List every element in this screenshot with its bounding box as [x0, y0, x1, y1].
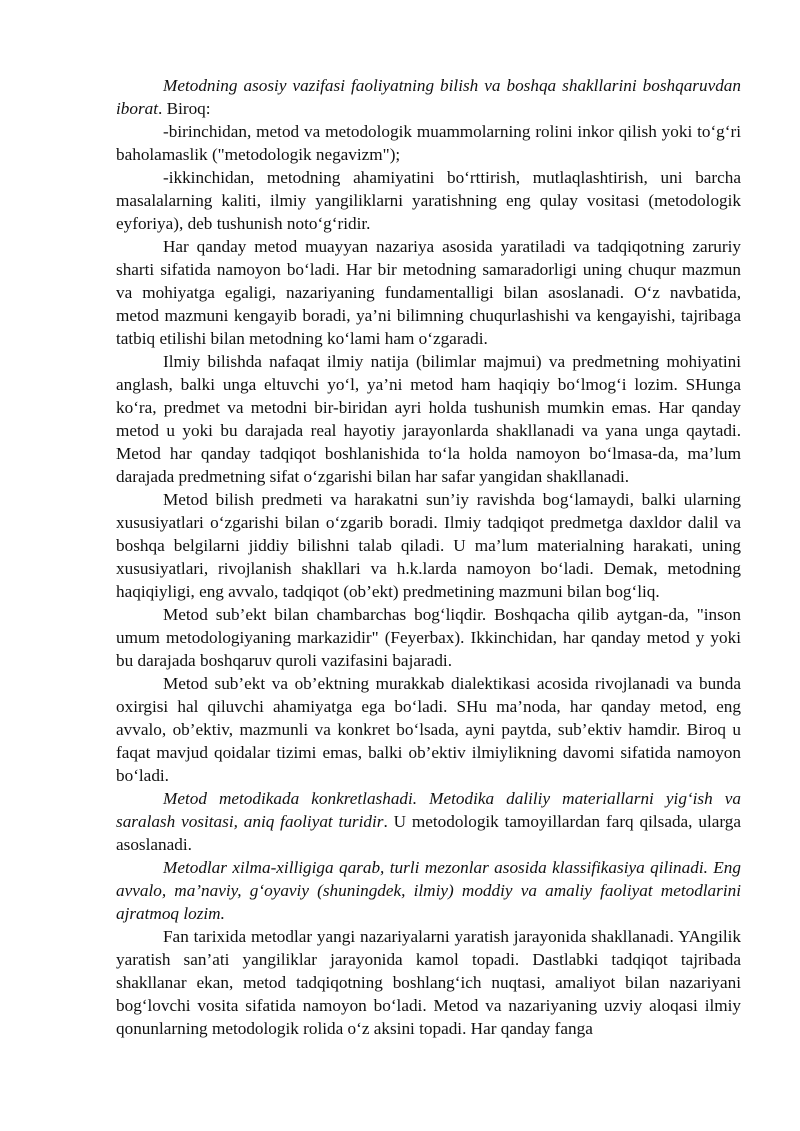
italic-lead: Metodning asosiy vazifasi faoliyatning bilish va boshqa shakllarini boshqaruvdan iborat: [116, 76, 741, 118]
paragraph-7: [116, 603, 741, 672]
paragraph-3: [116, 166, 741, 235]
paragraph-text: Har qanday metod muayyan nazariya asosida yaratiladi va tadqiqotning zaruriy sharti sifatida namoyon bo‘ladi. Har bir metodning samaradorligi uning chuqur mazmun va mohiyatga egaligi, nazariyaning fundamentalligi bilan asoslanadi. O‘z navbatida, metod mazmuni kengayib boradi, ya’ni bilimning chuqurlashishi va kengayishi, tajribaga tatbiq etilishi bilan metodning ko‘lami ham o‘zgaradi.: [116, 237, 741, 348]
italic-lead: Metodlar xilma-xilligiga qarab, turli mezonlar asosida klassifikasiya qilinadi. Eng avvalo, ma’naviy, g‘oyaviy (shuningdek, ilmiy) moddiy va amaliy faoliyat metodlarini ajratmoq lozim.: [116, 858, 741, 923]
paragraph-11: [116, 925, 741, 1040]
paragraph-6: [116, 488, 741, 603]
paragraph-text: Metod bilish predmeti va harakatni sun’iy ravishda bog‘lamaydi, balki ularning xususiyatlari o‘zgarishi bilan o‘zgarib boradi. Ilmiy tadqiqot predmetga daxldor dalil va boshqa belgilarni jiddiy bilishni talab qiladi. U ma’lum materialning harakati, uning xususiyatlari, rivojlanish shakllari va h.k.larda namoyon bo‘ladi. Demak, metodning haqiqiyligi, eng avvalo, tadqiqot (ob’ekt) predmetining mazmuni bilan bog‘liq.: [116, 490, 741, 601]
paragraph-5: [116, 350, 741, 488]
paragraph-2: [116, 120, 741, 166]
paragraph-text: -birinchidan, metod va metodologik muammolarning rolini inkor qilish yoki to‘g‘ri baholamaslik ("metodologik negavizm");: [116, 122, 741, 164]
paragraph-4: [116, 235, 741, 350]
paragraph-text: . Biroq:: [158, 99, 211, 118]
paragraph-10: [116, 856, 741, 925]
paragraph-text: . U metodologik tamoyillardan farq qilsada, ularga asoslanadi.: [116, 812, 741, 854]
paragraph-text: Metod sub’ekt bilan chambarchas bog‘liqdir. Boshqacha qilib aytgan-da, "inson umum metodologiyaning markazidir" (Feyerbax). Ikkinchidan, har qanday metod y yoki bu darajada boshqaruv quroli vazifasini bajaradi.: [116, 605, 741, 670]
paragraph-9: [116, 787, 741, 856]
paragraph-text: Ilmiy bilishda nafaqat ilmiy natija (bilimlar majmui) va predmetning mohiyatini anglash, balki unga eltuvchi yo‘l, ya’ni metod ham haqiqiy bo‘lmog‘i lozim. SHunga ko‘ra, predmet va metodni bir-biridan ayri holda tushunish mumkin emas. Har qanday metod u yoki bu darajada real hayotiy jarayonlarda shakllanadi va yana unga qaytadi. Metod har qanday tadqiqot boshlanishida to‘la holda namoyon bo‘lmasa-da, ma’lum darajada predmetning sifat o‘zgarishi bilan har safar yangidan shakllanadi.: [116, 352, 741, 486]
paragraph-text: Metod sub’ekt va ob’ektning murakkab dialektikasi acosida rivojlanadi va bunda oxirgisi hal qiluvchi ahamiyatga ega bo‘ladi. SHu ma’noda, har qanday metod, eng avvalo, ob’ektiv, mazmunli va konkret bo‘lsada, ayni paytda, sub’ektiv hamdir. Biroq u faqat mavjud qoidalar tizimi emas, balki ob’ektiv ilmiylikning davomi sifatida namoyon bo‘ladi.: [116, 674, 741, 785]
paragraph-text: Fan tarixida metodlar yangi nazariyalarni yaratish jarayonida shakllanadi. YAngilik yaratish san’ati yangiliklar jarayonida kamol topadi. Dastlabki tadqiqot tajribada shakllanar ekan, metod tadqiqotning boshlang‘ich nuqtasi, amaliyot bilan nazariyani bog‘lovchi vosita sifatida namoyon bo‘ladi. Metod va nazariyaning uzviy aloqasi ilmiy qonunlarning metodologik rolida o‘z aksini topadi. Har qanday fanga: [116, 927, 741, 1038]
paragraph-text: -ikkinchidan, metodning ahamiyatini bo‘rttirish, mutlaqlashtirish, uni barcha masalalarning kaliti, ilmiy yangiliklarni yaratishning eng qulay vositasi (metodologik eyforiya), deb tushunish noto‘g‘ridir.: [116, 168, 741, 233]
italic-lead: Metod metodikada konkretlashadi. Metodika daliliy materiallarni yig‘ish va saralash vositasi, aniq faoliyat turidir: [116, 789, 741, 831]
document-page: [116, 74, 741, 1040]
paragraph-8: [116, 672, 741, 787]
paragraph-1: [116, 74, 741, 120]
